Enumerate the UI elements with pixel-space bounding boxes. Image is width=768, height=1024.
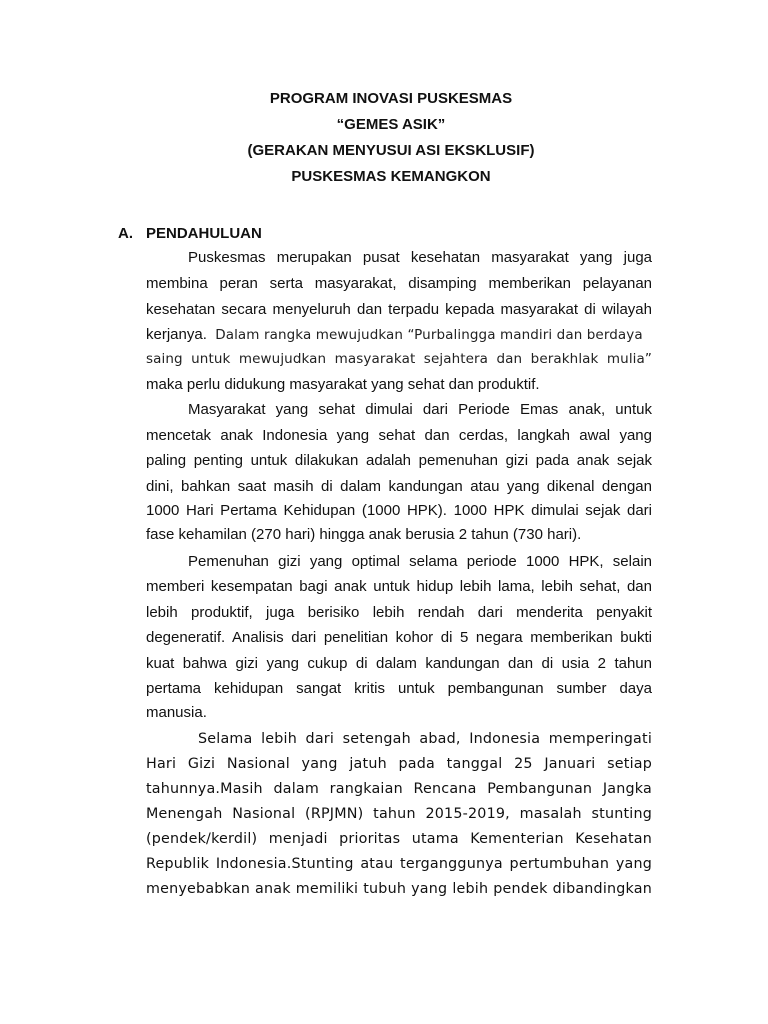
paragraph-line: paling penting untuk dilakukan adalah pemenuhan gizi pada anak sejak xyxy=(146,452,652,469)
paragraph-line: tahunnya.Masih dalam rangkaian Rencana Pembangunan Jangka xyxy=(146,781,652,797)
paragraph-line-mixed xyxy=(146,323,652,347)
paragraph-line: Puskesmas merupakan pusat kesehatan masyarakat yang juga xyxy=(188,249,652,266)
paragraph-text-quote-start: Dalam rangka mewujudkan “Purbalingga mandiri dan berdaya xyxy=(215,327,643,343)
section-heading xyxy=(118,222,262,246)
paragraph-line: dini, bahkan saat masih di dalam kandungan atau yang dikenal dengan xyxy=(146,478,652,495)
paragraph-line: kuat bahwa gizi yang cukup di dalam kandungan dan di usia 2 tahun xyxy=(146,655,652,672)
paragraph-line: pertama kehidupan sangat kritis untuk pembangunan sumber daya xyxy=(146,680,652,697)
paragraph-line: kesehatan secara menyeluruh dan terpadu kepada masyarakat di wilayah xyxy=(146,301,652,318)
paragraph-line: degeneratif. Analisis dari penelitian kohor di 5 negara memberikan bukti xyxy=(146,629,652,646)
paragraph-line: Menengah Nasional (RPJMN) tahun 2015-2019, masalah stunting xyxy=(146,806,652,822)
paragraph-line: menyebabkan anak memiliki tubuh yang lebih pendek dibandingkan xyxy=(146,881,652,897)
paragraph-line: (pendek/kerdil) menjadi prioritas utama Kementerian Kesehatan xyxy=(146,831,652,847)
paragraph-line: Republik Indonesia.Stunting atau terganggunya pertumbuhan yang xyxy=(146,856,652,872)
title-line-program: PROGRAM INOVASI PUSKESMAS xyxy=(269,90,513,107)
paragraph-line: Pemenuhan gizi yang optimal selama periode 1000 HPK, selain xyxy=(188,553,652,570)
paragraph-line: maka perlu didukung masyarakat yang sehat dan produktif. xyxy=(146,376,540,393)
paragraph-line: lebih produktif, juga berisiko lebih rendah dari menderita penyakit xyxy=(146,604,652,621)
section-title: PENDAHULUAN xyxy=(146,225,262,242)
paragraph-line: Hari Gizi Nasional yang jatuh pada tanggal 25 Januari setiap xyxy=(146,756,652,772)
paragraph-line: manusia. xyxy=(146,704,207,721)
title-line-program-expansion: (GERAKAN MENYUSUI ASI EKSKLUSIF) xyxy=(247,142,535,159)
paragraph-line: memberi kesempatan bagi anak untuk hidup lebih lama, lebih sehat, dan xyxy=(146,578,652,595)
title-line-institution: PUSKESMAS KEMANGKON xyxy=(291,168,491,185)
section-number: A. xyxy=(118,225,133,242)
paragraph-line: Selama lebih dari setengah abad, Indonesia memperingati xyxy=(198,731,652,747)
paragraph-line: 1000 Hari Pertama Kehidupan (1000 HPK). 1000 HPK dimulai sejak dari xyxy=(146,502,652,519)
paragraph-line: fase kehamilan (270 hari) hingga anak berusia 2 tahun (730 hari). xyxy=(146,526,582,543)
title-line-program-name: “GEMES ASIK” xyxy=(336,116,446,133)
paragraph-line: Masyarakat yang sehat dimulai dari Periode Emas anak, untuk xyxy=(188,401,652,418)
paragraph-line: mencetak anak Indonesia yang sehat dan cerdas, langkah awal yang xyxy=(146,427,652,444)
paragraph-line: saing untuk mewujudkan masyarakat sejahtera dan berakhlak mulia” xyxy=(146,351,652,367)
paragraph-text: kerjanya. xyxy=(146,326,207,343)
document-title xyxy=(0,86,768,190)
paragraph-line: membina peran serta masyarakat, disamping memberikan pelayanan xyxy=(146,275,652,292)
